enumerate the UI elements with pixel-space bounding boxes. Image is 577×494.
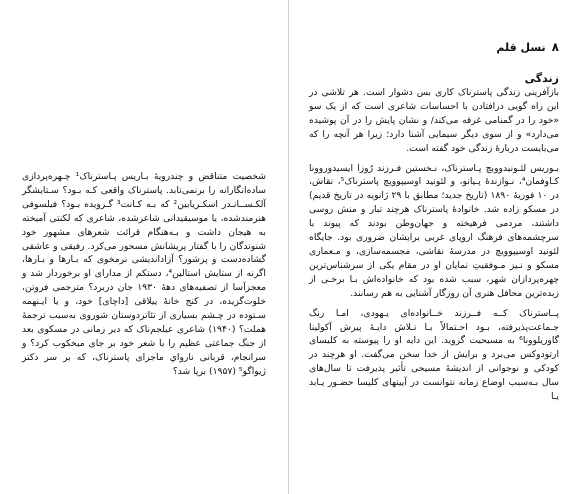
page-header — [496, 40, 559, 54]
right-page — [289, 0, 577, 494]
left-page-body — [22, 170, 266, 379]
running-title: نسل قلم — [496, 41, 546, 54]
right-paragraph-3: پــاسترناک کــه فــرزند خــانواده‌ای یـهودی، امـا رنگ جـماعت‌پذیرفته، بـود احـتمالاً بـا تـلاش دایـهٔ پیرش آکولینا گاوریلوونا⁶ به مسیحیت گروید. این دایه او را پیوسته به کلیسای ارتودوکس می‌برد و برایش از خدا سخن می‌گفت. او هرچند در کودکی و نوجوانی از اندیشهٔ مسیحی تأثیر پذیرفت تا سال‌های سال بـه‌سبب اوضاع زمانه نتوانست در آیینهای کلیسا حضـور یـابد یـا — [309, 307, 559, 403]
section-heading: زندگی — [524, 72, 559, 85]
page-number: ۸ — [551, 40, 559, 54]
left-paragraph-1: شخصیت متناقض و چندرویهٔ بـاریس پـاسترناک¹ چـهره‌پردازی ساده‌انگارانه را برنمی‌تابد. پاسترناک واقعی کـه بـود؟ سـتایشگر آلکـســانـدر اسکـریابین² که بـه کـانت³ گـرویده بـود؟ فیلسوفی هنرمندشده، یا موسیقیدانی شاعرشده، شاعری که لکنتی آمیخته به هیجان داشت و بـه‌هنگام قرائت شعرهای مشهور خود شنوندگان را با گفتار پریشانش مسحور می‌کرد. رفیقی و عاشقی گشاده‌دست و پرشور؟ آزاداندیشی نرمخوی که بـارها و بـارها، اگرنه از ستایش استالین⁴، دستکم از مدارای او برخوردار شد و معجزآسا از تصفیه‌های دههٔ ۱۹۳۰ جان دربرد؟ مترجمی فروتن، خلوت‌گزیده، در کنج خانهٔ ییلاقی [داچای] خود، و یا ایـنهمه سـتوده در چـشم بسیاری از تئاتردوستان شوروی به‌سبب ترجمهٔ هملت؟ (۱۹۴۰) شاعری عیلجم‌ناک که دیر زمانی در مسکوی بعد از جنگ جماعتی عظیم را با شعر خود بر جای میخکوب کرد؟ و سرانجام، قربانی نارواي ماجرای پاسترناک، که بر سر دکتر ژیواگو⁵ (۱۹۵۷) برپا شد؟ — [22, 171, 266, 377]
right-paragraph-1: بازآفرینی زندگی پاسترناک کاری بس دشوار است. هر تلاشی در این راه گویی درافتادن با احساسات شاعری است که از یک سو «خود را در گمنامی غرقه می‌کند/ و نشان پایش را در آن پوشیده می‌دارد» و از سوی دیگر سیمایی آشنا دارد؛ زیرا هر آنچه را که می‌بایست دربارهٔ زندگی خود گفته است. — [309, 87, 559, 154]
right-page-body — [309, 86, 559, 404]
right-paragraph-2: بـوریس لئـونیدوویچ پـاسترناک، نـخستین فـرزند رُوزا ایسیدوروونا کـاوفمان⁴، نـوازندهٔ پـیانو، و لئونید اوسیپوویچ پاسترناک⁵، نقاش، در ۱۰ فوریهٔ ۱۸۹۰ (تاریخ جدید؛ مطابق با ۲۹ ژانویه در تاریخ قدیم) در مسکو زاده شد. خانوادهٔ پاسترناک هرچند تبار و منش روسی داشتند، مردمی فرهیخته و جهان‌وطن بودند که پیوند با سرچشمه‌های فرهنگ اروپای غربی برایشان ضروری بود. جایگاه لئونید اوسیپوویچ در مدرسهٔ نقاشی، مجسمه‌سازی، و مـعماری مسکو و نـیز مـوفقیتِ نمایان او در مقام یکی از سرشناس‌ترین چهره‌پردازان شهر، سبب شده بود که خانواده‌اش بـا برخـی از زبده‌ترین محافل هنری آن روزگار آشنایی به هم رسانند. — [309, 162, 559, 299]
